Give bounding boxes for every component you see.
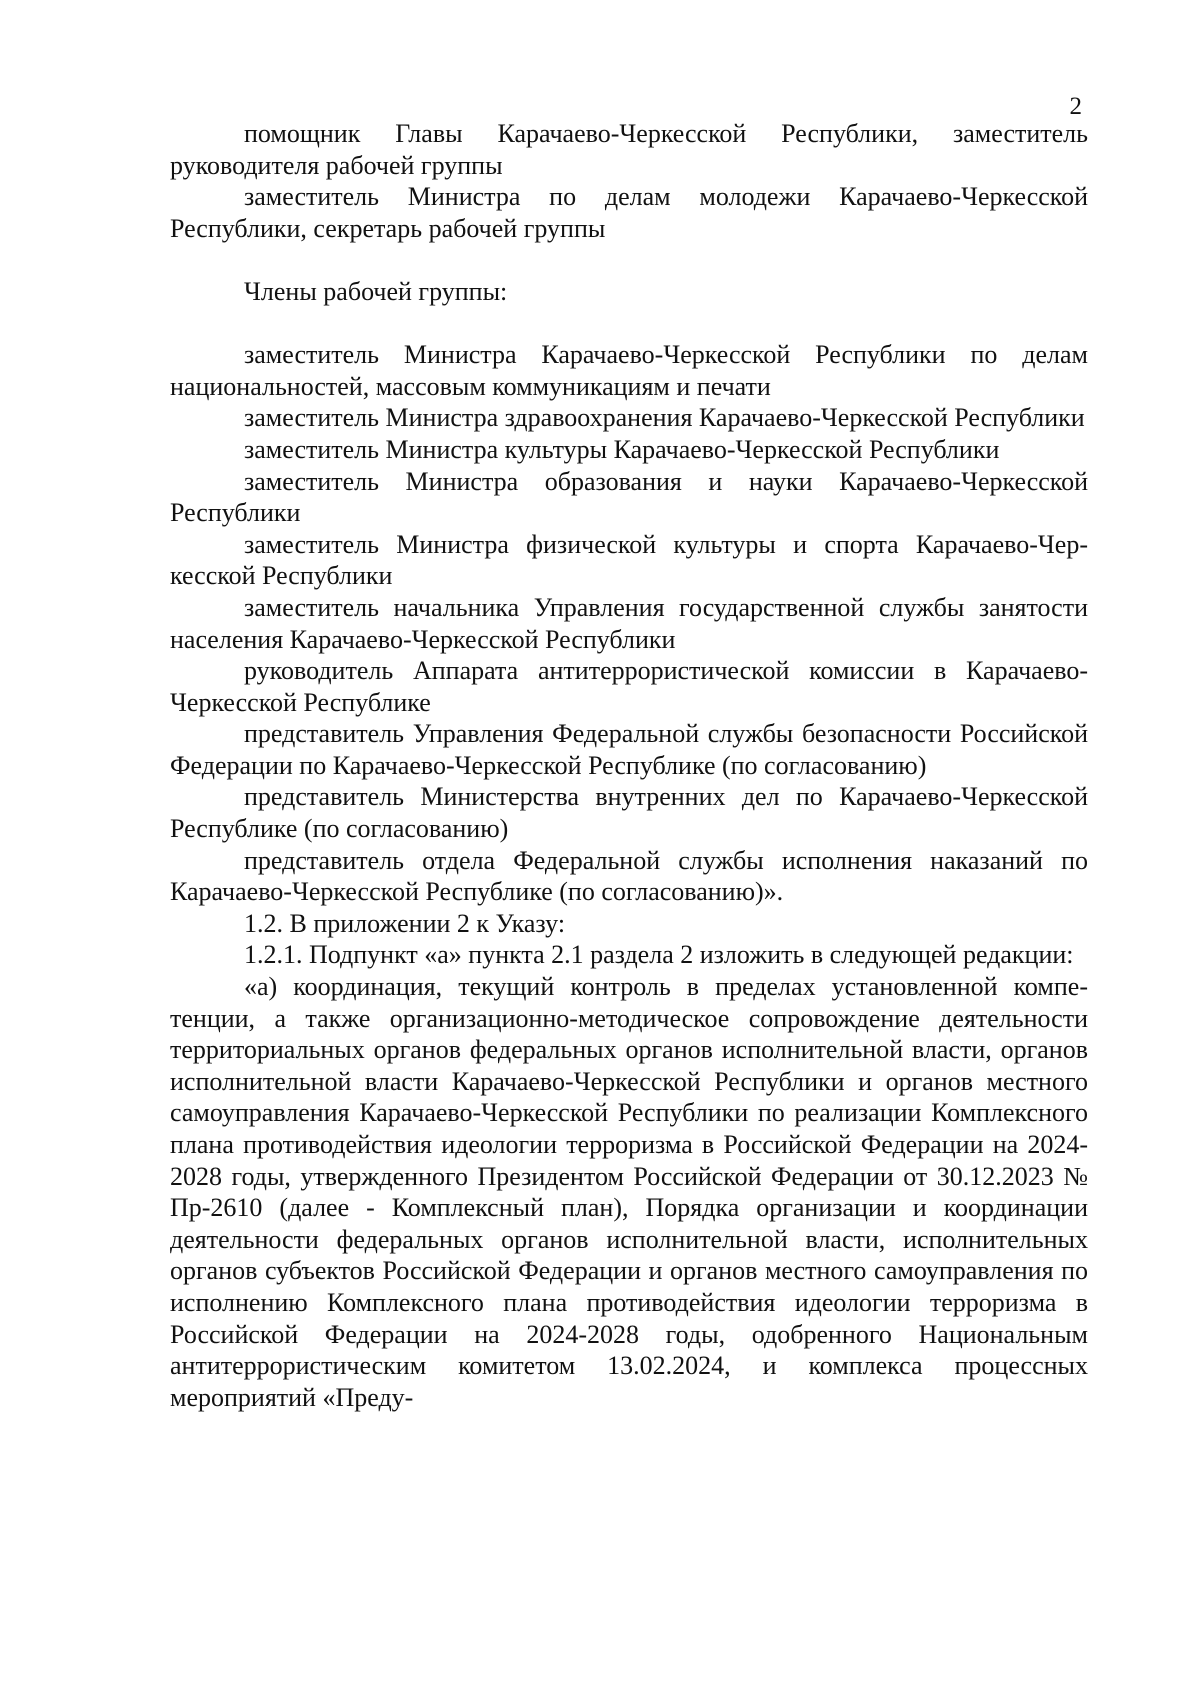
spacer — [170, 308, 1088, 340]
member-fsin: представитель отдела Федеральной службы исполнения наказаний по Карачаево-Черкесской Республике (по согласованию)». — [170, 845, 1088, 907]
member-culture: заместитель Министра культуры Карачаево-Черкесской Республики — [244, 434, 1000, 464]
document-body — [170, 118, 1088, 1413]
member-nationalities: заместитель Министра Карачаево-Черкесской Республики по делам национальностей, массовым коммуникациям и печати — [170, 340, 1088, 401]
member-mvd: представитель Министерства внутренних дел по Карачаево-Черкесской Республике (по согласованию) — [170, 782, 1088, 844]
clause-a-text: «а) координация, текущий контроль в пределах установленной компетенции, а также организационно-методическое сопровождение деятельности территориальных органов федеральных органов исполнительной власти, органов исполнительной власти Карачаево-Черкесской Республики и органов местного самоуправления Карачаево-Черкесской Республики по реализации Комплексного плана противодействия идеологии терроризма в Российской Федерации на 2024-2028 годы, утвержденного Президентом Российской Федерации от 30.12.2023 № Пр-2610 (далее - Комплексный план), Порядка организации и координации деятельности федеральных органов исполнительной власти, исполнительных органов субъектов Российской Федерации и органов местного самоуправления по исполнению Комплексного плана противодействия идеологии терроризма в Российской Федерации на 2024-2028 годы, одобренного Национальным антитеррористическим комитетом 13.02.2024, и комплекса процессных мероприятий «Преду- — [170, 972, 1088, 1412]
paragraph-deputy-youth: заместитель Министра по делам молодежи Карачаево-Черкесской Республики, секретарь рабочей группы — [170, 182, 1088, 243]
clause-1-2-1: 1.2.1. Подпункт «а» пункта 2.1 раздела 2 изложить в следующей редакции: — [244, 940, 1074, 970]
page-number: 2 — [1069, 93, 1082, 120]
member-antiterror: руководитель Аппарата антитеррористической комиссии в Карачаево-Черкесской Республике — [170, 656, 1088, 717]
member-education: заместитель Министра образования и науки Карачаево-Черкесской Республики — [170, 466, 1088, 528]
clause-1-2: 1.2. В приложении 2 к Указу: — [244, 908, 566, 938]
member-sport: заместитель Министра физической культуры и спорта Карачаево-Черкесской Республики — [170, 529, 1088, 591]
paragraph-assistant-head: помощник Главы Карачаево-Черкесской Республики, заместитель руководителя рабочей группы — [170, 119, 1088, 180]
spacer — [170, 244, 1088, 276]
member-employment: заместитель начальника Управления государственной службы занятости населения Карачаево-Черкесской Республики — [170, 592, 1088, 654]
members-heading: Члены рабочей группы: — [244, 276, 508, 306]
member-fsb: представитель Управления Федеральной службы безопасности Российской Федерации по Карачаево-Черкесской Республике (по согласованию) — [170, 719, 1088, 780]
member-health: заместитель Министра здравоохранения Карачаево-Черкесской Республики — [244, 403, 1085, 433]
